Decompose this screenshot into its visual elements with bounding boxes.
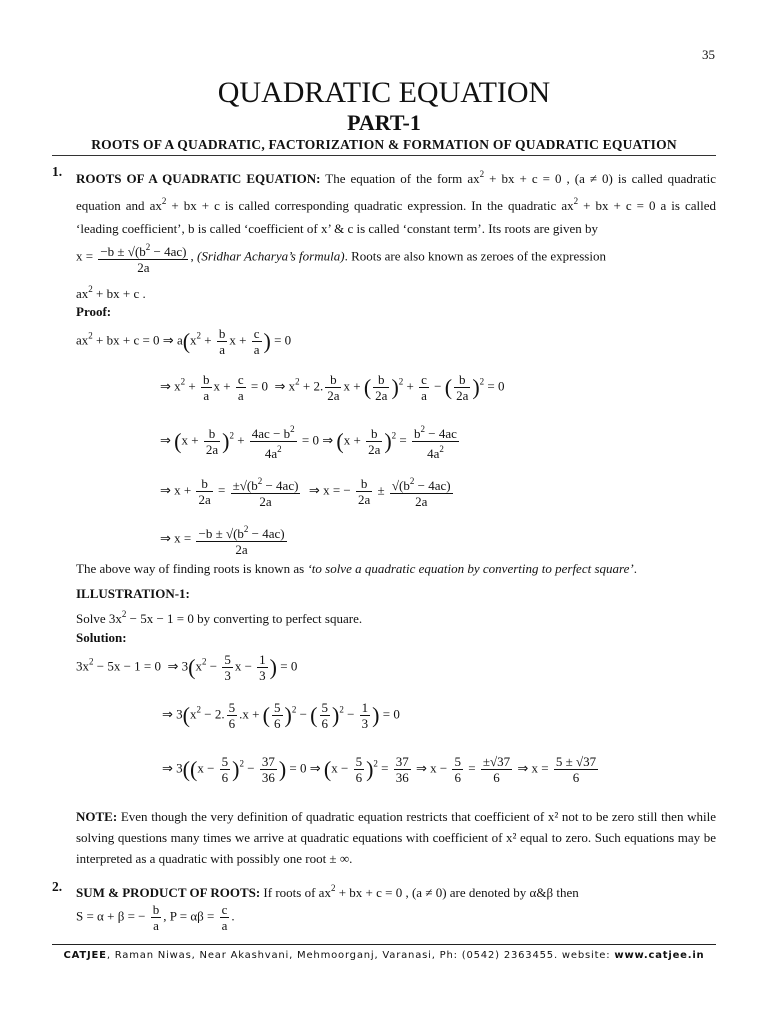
- part-heading: PART-1: [347, 110, 421, 135]
- footer-website[interactable]: www.catjee.in: [614, 950, 705, 961]
- section-1-heading: ROOTS OF A QUADRATIC EQUATION:: [76, 171, 321, 186]
- chapter-subtitle: ROOTS OF A QUADRATIC, FACTORIZATION & FORMATION OF QUADRATIC EQUATION: [91, 137, 677, 152]
- footer-rule: [52, 944, 716, 945]
- section-1-paragraph: ROOTS OF A QUADRATIC EQUATION: The equation of the form $ax^2$ + bx + c = 0 , (a ≠ 0) is called quadratic equation and $ax^2$ + bx + c is called corresponding quadratic expression. In the quadratic $ax^2$ + bx + c = 0 a is called ‘leading coefficient’, b is called ‘coefficient of x’ & c is called ‘constant term’. Its roots are given by: [76, 169, 717, 236]
- solution-step-3: ⇒ 3((x − $\frac{5}{6}$ )$^2$ − $\frac{37}{36}$ ) = 0 ⇒ (x − $\frac{5}{6}$ )$^2$ = $\frac{37}{36}$ ⇒ x − $\frac{5}{6}$ = $\frac{\pm√37}{6}$ ⇒ x = $\frac{5 \pm √37}{6}$: [162, 754, 597, 785]
- illustration-label: ILLUSTRATION-1:: [76, 586, 190, 601]
- proof-conclusion: The above way of finding roots is known as ‘to solve a quadratic equation by converting to perfect square’.: [76, 561, 637, 576]
- section-2-paragraph: SUM & PRODUCT OF ROOTS: If roots of $ax^2$ + bx + c = 0 , (a ≠ 0) are denoted by α&β then: [76, 883, 579, 900]
- solution-step-2: ⇒ $3(x^2 - 2$. $\frac{5}{6}$ .x + ( $\frac{5}{6}$ )$^2$ − ( $\frac{5}{6}$ )$^2$ − $\frac{1}{3}$ ) = 0: [162, 700, 400, 731]
- page-title: QUADRATIC EQUATION: [217, 76, 551, 109]
- proof-step-5: ⇒ x = $\frac{-b \pm √(b^2 - 4ac)}{2a}$: [160, 524, 285, 557]
- page-footer: CATJEE, Raman Niwas, Near Akashvani, Mehmoorganj, Varanasi, Ph: (0542) 2363455. website: www.catjee.in: [63, 950, 705, 961]
- section-2-heading: SUM & PRODUCT OF ROOTS:: [76, 885, 261, 900]
- proof-step-2: ⇒ $x^2$ + $\frac{b}{a}$ x + $\frac{c}{a}$ = 0 ⇒ $x^2 + 2$. $\frac{b}{2a}$ x + ( $\frac{b}{2a}$ )$^2$ + $\frac{c}{a}$ − ( $\frac{b}{2a}$ )$^2$ = 0: [160, 372, 505, 403]
- note-paragraph: NOTE: Even though the very definition of quadratic equation restricts that coefficient of x² not to be zero still then while solving questions many times we arrive at quadratic equations with coefficient of x² equal to zero. Such equations may be interpreted as a quadratic with possibly one root ± ∞.: [76, 809, 716, 866]
- header-rule: [52, 155, 716, 156]
- sum-product-formula: S = α + β = − $\frac{b}{a}$ , P = αβ = $\frac{c}{a}$ .: [76, 902, 235, 933]
- proof-step-3: ⇒ (x + $\frac{b}{2a}$ )$^2$ + $\frac{4ac - b^2}{4a^2}$ = 0 ⇒ (x + $\frac{b}{2a}$ )$^2$ = $\frac{b^2 - 4ac}{4a^2}$: [160, 424, 457, 461]
- page-number: 35: [702, 47, 715, 62]
- section-2-number: 2.: [52, 879, 63, 894]
- proof-step-1: $ax^2$ + bx + c = 0 ⇒ $a(x^2$ + $\frac{b}{a}$ x + $\frac{c}{a}$ ) = 0: [76, 326, 292, 357]
- solution-label: Solution:: [76, 630, 127, 645]
- expression-line: $ax^2$ + bx + c .: [76, 284, 146, 301]
- section-1-number: 1.: [52, 164, 63, 179]
- footer-brand: CATJEE: [63, 950, 107, 961]
- proof-label: Proof:: [76, 304, 112, 319]
- illustration-text: Solve $3x^2 - 5x - 1 = 0$ by converting to perfect square.: [76, 609, 363, 626]
- solution-step-1: $3x^2 - 5x - 1 = 0$ ⇒ $3(x^2$ − $\frac{5}{3}$ x − $\frac{1}{3}$ ) = 0: [76, 652, 298, 683]
- quadratic-formula-line: x = $\frac{-b \pm √(b^2 - 4ac)}{2a}$ , (Sridhar Acharya’s formula). Roots are also known as zeroes of the expression: [76, 242, 606, 275]
- proof-step-4: ⇒ x + $\frac{b}{2a}$ = $\frac{\pm√(b^2 - 4ac)}{2a}$ ⇒ x = − $\frac{b}{2a}$ ± $\frac{√(b^2 - 4ac)}{2a}$: [160, 476, 451, 509]
